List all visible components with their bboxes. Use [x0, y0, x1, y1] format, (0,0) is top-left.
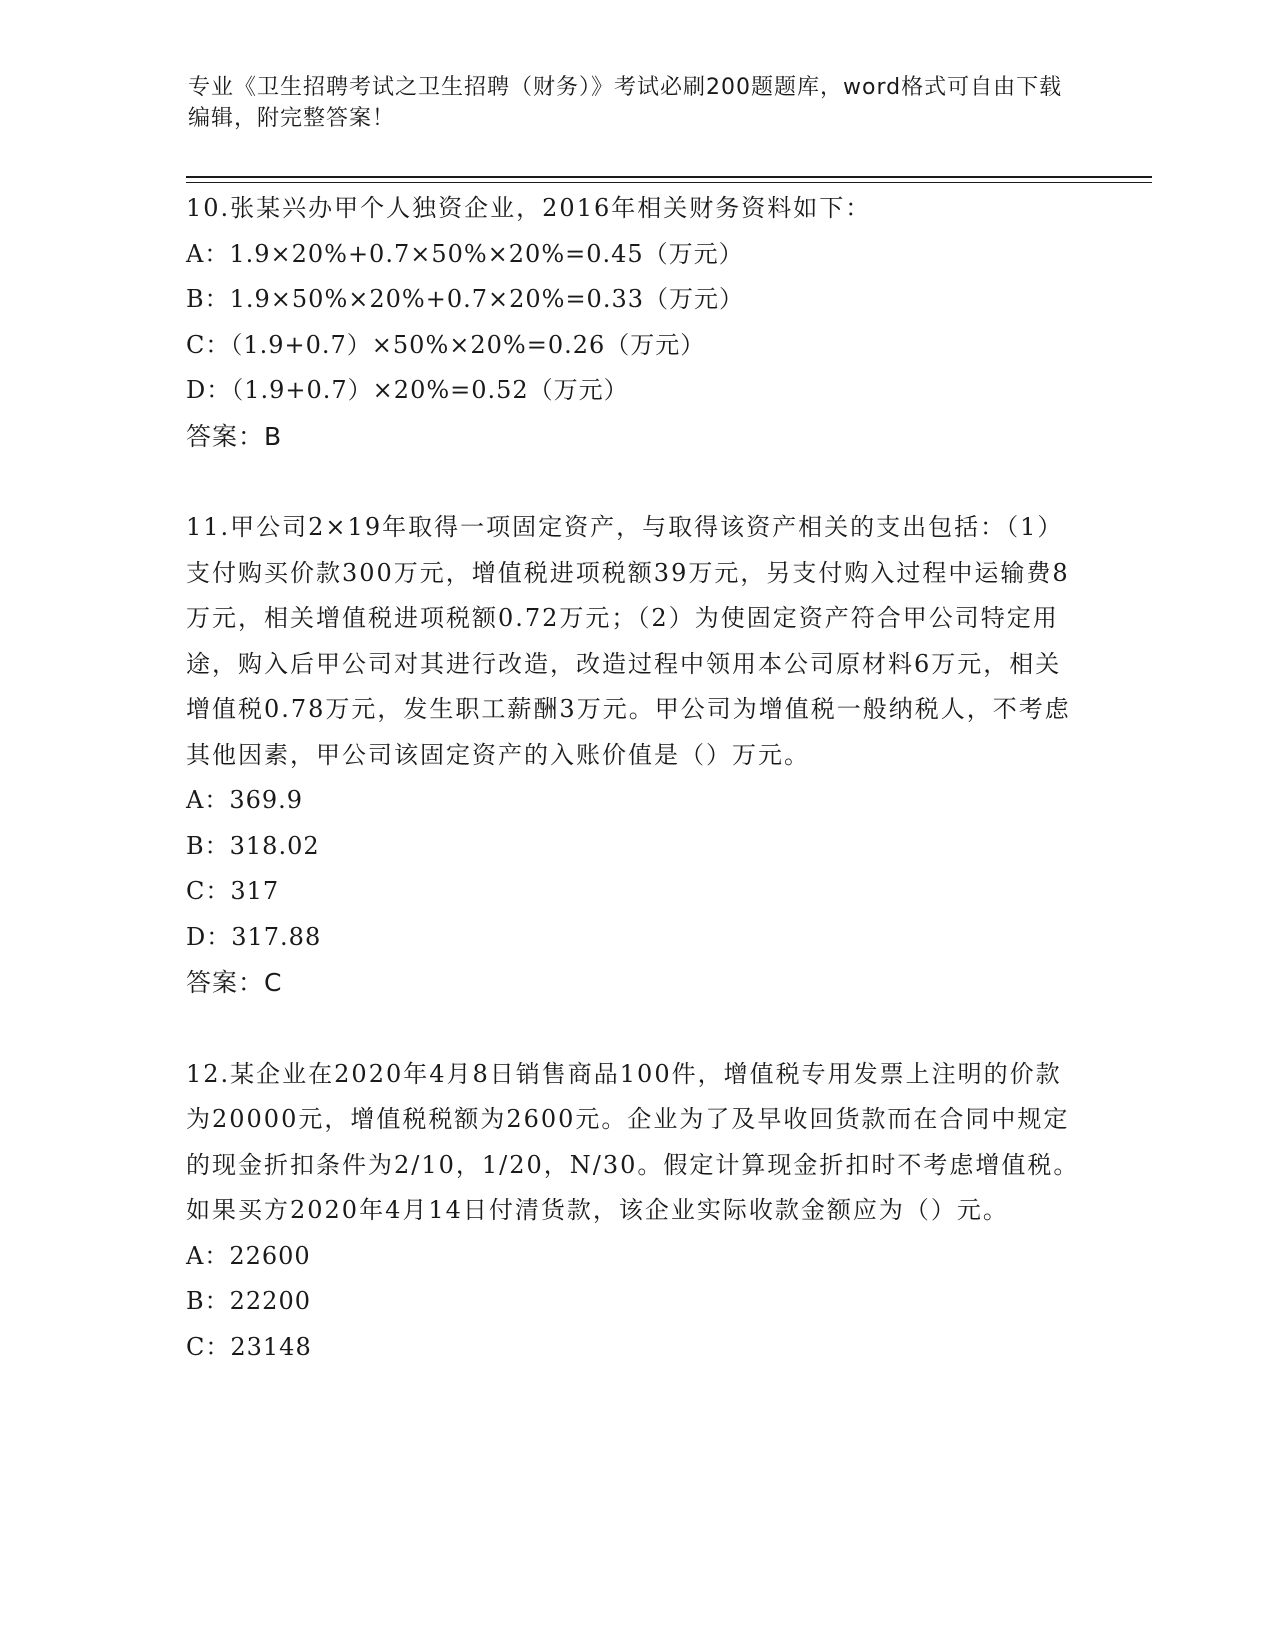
answer-line: 答案：B	[186, 421, 283, 451]
option-a: A：22600	[186, 1241, 311, 1270]
option-b: B：22200	[186, 1287, 311, 1315]
document-header: 专业《卫生招聘考试之卫生招聘（财务）》考试必刷200题题库，word格式可自由下载编辑，附完整答案！	[188, 75, 1063, 131]
header-divider-thin	[186, 182, 1152, 183]
question-stem: 11.甲公司2×19年取得一项固定资产，与取得该资产相关的支出包括：（1）支付购买价款300万元，增值税进项税额39万元，另支付购入过程中运输费8万元，相关增值税进项税额0.72万元；（2）为使固定资产符合甲公司特定用途，购入后甲公司对其进行改造，改造过程中领用本公司原材料6万元，相关增值税0.78万元，发生职工薪酬3万元。甲公司为增值税一般纳税人，不考虑其他因素，甲公司该固定资产的入账价值是（）万元。	[186, 513, 1071, 769]
option-a: A：1.9×20%+0.7×50%×20%=0.45（万元）	[186, 239, 744, 268]
header-divider-thick	[186, 176, 1152, 178]
question-12	[186, 1052, 1086, 1371]
spacer	[186, 1006, 1086, 1052]
question-list	[186, 186, 1086, 1370]
option-a: A：369.9	[186, 786, 304, 814]
question-stem: 10.张某兴办甲个人独资企业，2016年相关财务资料如下：	[186, 194, 872, 222]
option-c: C：（1.9+0.7）×50%×20%=0.26（万元）	[186, 330, 706, 359]
option-b: B：1.9×50%×20%+0.7×20%=0.33（万元）	[186, 285, 744, 313]
question-stem: 12.某企业在2020年4月8日销售商品100件，增值税专用发票上注明的价款为20000元，增值税税额为2600元。企业为了及早收回货款而在合同中规定的现金折扣条件为2/10，1/20，N/30。假定计算现金折扣时不考虑增值税。如果买方2020年4月14日付清货款，该企业实际收款金额应为（）元。	[186, 1059, 1080, 1224]
question-11	[186, 505, 1086, 1006]
answer-line: 答案：C	[186, 968, 283, 997]
option-c: C：317	[186, 877, 280, 905]
option-c: C：23148	[186, 1332, 312, 1361]
question-10	[186, 186, 1086, 459]
option-d: D：（1.9+0.7）×20%=0.52（万元）	[186, 376, 629, 404]
option-d: D：317.88	[186, 922, 322, 951]
spacer	[186, 459, 1086, 505]
option-b: B：318.02	[186, 831, 320, 860]
